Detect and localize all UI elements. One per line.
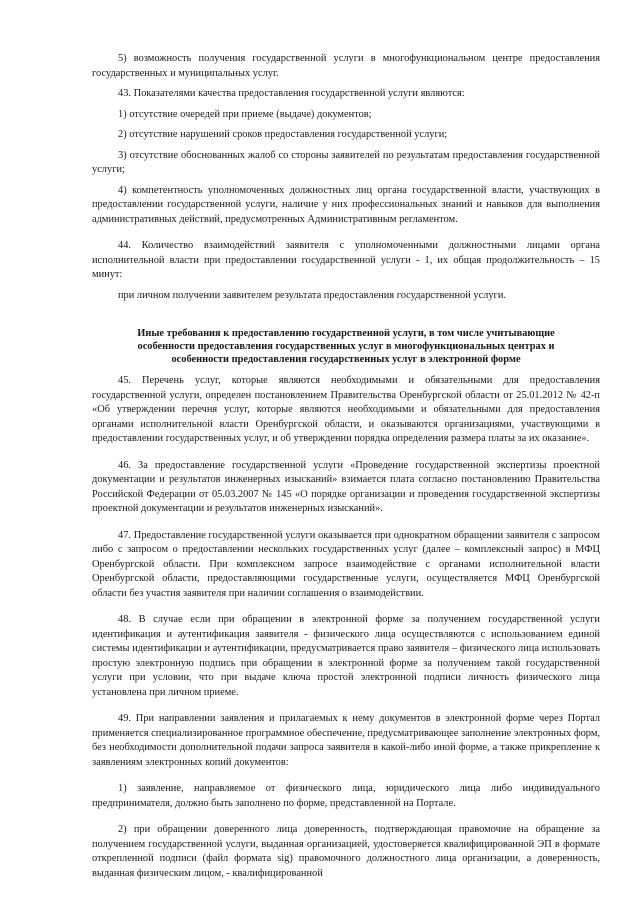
paragraph-5-mfc: 5) возможность получения государственной услуги в многофункциональном центре предоставления государственных и муниципальных услуг. — [92, 53, 600, 79]
paragraph-43: 43. Показателями качества предоставления государственной услуги являются: — [118, 88, 465, 99]
section-heading-line: Иные требования к предоставлению государственной услуги, в том числе учитывающие — [137, 328, 555, 339]
paragraph-47: 47. Предоставление государственной услуги оказывается при однократном обращении заявителя с запросом либо с запросом о предоставлении нескольких государственных услуг (далее – комплексный запрос) в МФЦ Оренбургской области. При комплексном запросе взаимодействие с органами исполнительной власти Оренбургской области, предоставляющими государственные услуги, осуществляется МФЦ Оренбургской области без участия заявителя при наличии соглашения о взаимодействии. — [92, 529, 600, 599]
paragraph-46: 46. За предоставление государственной услуги «Проведение государственной экспертизы проектной документации и результатов инженерных изысканий» взимается плата согласно постановлению Правительства Российской Федерации от 05.03.2007 № 145 «О порядке организации и проведения государственной экспертизы проектной документации и результатов инженерных изысканий». — [92, 459, 600, 514]
list-item-43-4: 4) компетентность уполномоченных должностных лиц органа государственной власти, участвующих в предоставлении государственной услуги, наличие у них профессиональных знаний и навыков для выполнения административных действий, предусмотренных Административным регламентом. — [92, 184, 600, 225]
list-item-49-2: 2) при обращении доверенного лица доверенность, подтверждающая правомочие на обращение за получением государственной услуги, выданная организацией, удостоверяется квалифицированной ЭП в формате открепленной подписи (файл формата sig) правомочного должностного лица организации, а доверенность, выданная физическим лицом, - квалифицированной — [92, 824, 600, 879]
paragraph-45: 45. Перечень услуг, которые являются необходимыми и обязательными для предоставления государственной услуги, определен постановлением Правительства Оренбургской области от 25.01.2012 № 42-п «Об утверждении перечня услуг, которые являются необходимыми и обязательными для предоставления органами исполнительной власти Оренбургской области, и оказываются организациями, участвующими в предоставлении государственных услуг, и об утверждении порядка определения размера платы за их оказание». — [92, 375, 600, 444]
paragraph-49: 49. При направлении заявления и прилагаемых к нему документов в электронной форме через Портал применяется специализированное программное обеспечение, предусматривающее заполнение электронных форм, без необходимости дополнительной подачи запроса заявителя в какой-либо иной форме, а также прикрепление к заявлениям электронных копий документов: — [92, 713, 600, 768]
paragraph-44-personal: при личном получении заявителем результата предоставления государственной услуги. — [118, 289, 506, 301]
section-heading — [92, 327, 600, 366]
paragraph-44: 44. Количество взаимодействий заявителя с уполномоченными должностными лицами органа исполнительной власти при предоставлении государственной услуги - 1, их общая продолжительность – 15 минут: — [92, 240, 600, 280]
list-item-43-1: 1) отсутствие очередей при приеме (выдаче) документов; — [118, 108, 372, 120]
list-item-43-2: 2) отсутствие нарушений сроков предоставления государственной услуги; — [118, 129, 448, 140]
list-item-49-1: 1) заявление, направляемое от физического лица, юридического лица либо индивидуального предпринимателя, должно быть заполнено по форме, представленной на Портале. — [92, 783, 600, 809]
paragraph-48: 48. В случае если при обращении в электронной форме за получением государственной услуги идентификация и аутентификация заявителя - физического лица осуществляются с использованием единой системы идентификации и аутентификации, предусматривается право заявителя – физического лица использовать простую электронную подпись при обращении в электронной форме за получением такой государственной услуги при условии, что при выдаче ключа простой электронной подписи личность физического лица установлена при личном приеме. — [92, 614, 600, 698]
section-heading-line: особенности предоставления государственных услуг в электронной форме — [171, 354, 521, 365]
list-item-43-3: 3) отсутствие обоснованных жалоб со стороны заявителей по результатам предоставления государственной услуги; — [92, 149, 600, 175]
section-heading-line: особенности предоставления государственных услуг в многофункциональных центрах и — [137, 341, 555, 352]
